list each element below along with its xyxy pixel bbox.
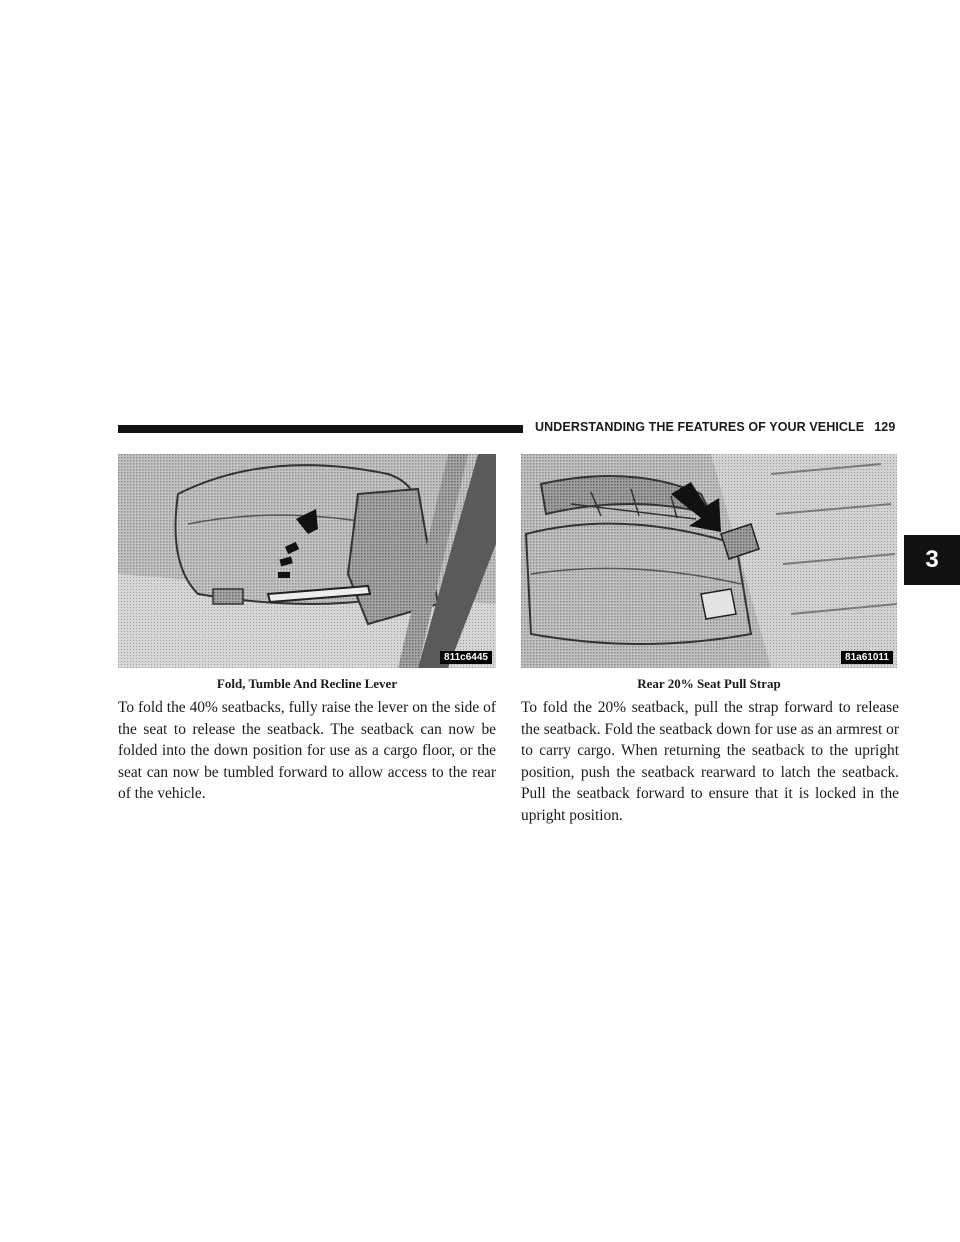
header-rule (118, 425, 523, 433)
page-number: 129 (874, 420, 896, 434)
figure-code: 81a61011 (841, 651, 893, 664)
figure-caption: Fold, Tumble And Recline Lever (216, 676, 398, 691)
section-title: UNDERSTANDING THE FEATURES OF YOUR VEHICLE (535, 420, 865, 434)
figure-caption: Rear 20% Seat Pull Strap (637, 676, 781, 691)
body-paragraph-left: To fold the 40% seatbacks, fully raise the lever on the side of the seat to release the seatback. The seatback can now be folded into the down position for use as a cargo floor, or the seat can now be tumbled forward to allow access to the rear of the vehicle. (118, 699, 496, 803)
body-paragraph-right: To fold the 20% seatback, pull the strap forward to release the seatback. Fold the seatback down for use as an armrest or to carry cargo. When returning the seatback to the upright position, push the seatback rearward to latch the seatback. Pull the seatback forward to ensure that it is locked in the upright position. (521, 699, 899, 824)
pull-strap-illustration (521, 454, 897, 668)
running-header (535, 420, 905, 434)
figure-seat-lever (118, 454, 496, 668)
figure-code: 811c6445 (440, 651, 492, 664)
figure-pull-strap (521, 454, 897, 668)
seat-lever-illustration (118, 454, 496, 668)
chapter-tab: 3 (904, 535, 960, 585)
